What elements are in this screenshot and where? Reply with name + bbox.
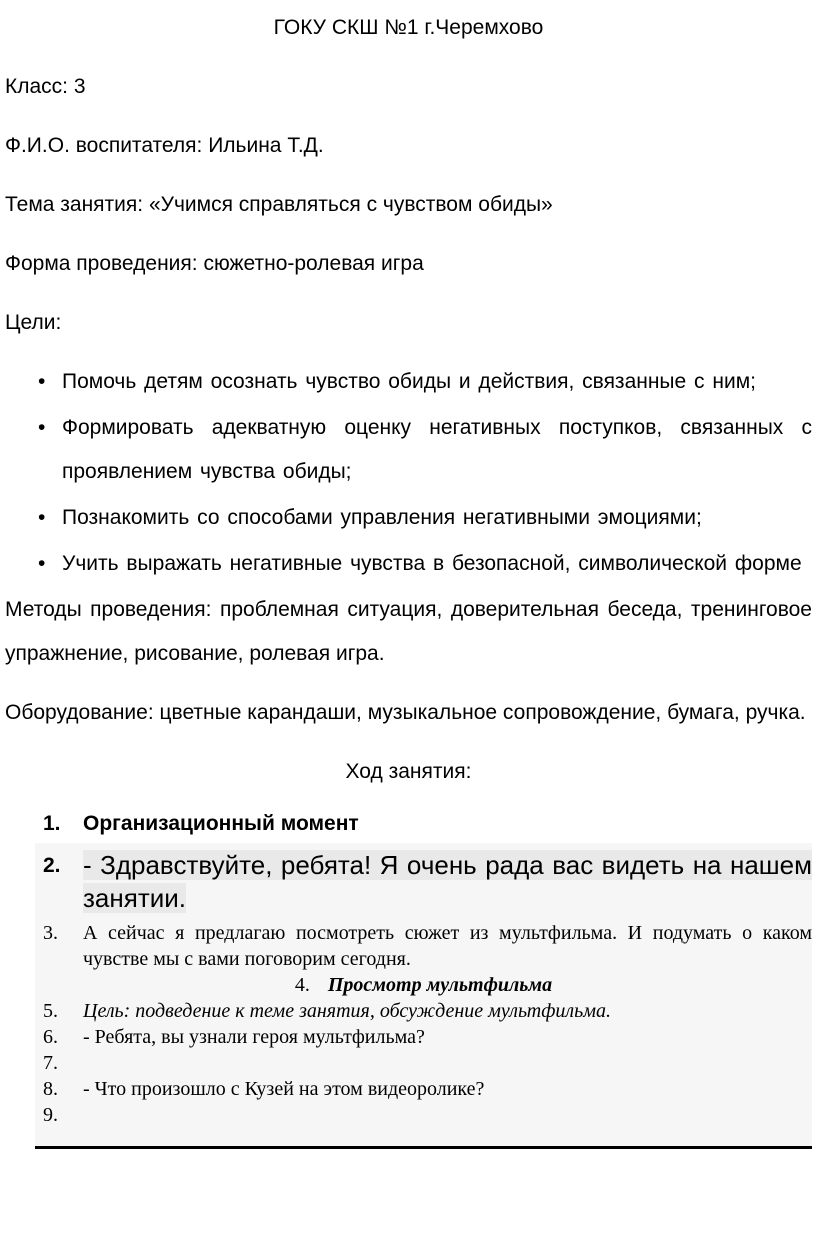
goal-text: Формировать адекватную оценку негативных поступков, связанных с проявлением чувства обиды; xyxy=(62,416,812,483)
step-text: Организационный момент xyxy=(83,812,359,835)
step-number: 3. xyxy=(43,922,58,944)
step-text xyxy=(83,1050,812,1076)
step-text: А сейчас я предлагаю посмотреть сюжет из мультфильма. И подумать о каком чувстве мы с вами поговорим сегодня. xyxy=(83,922,812,970)
highlighted-text: - Здравствуйте, ребята! Я очень рада вас видеть на нашем занятии. xyxy=(83,850,812,913)
step-text xyxy=(83,849,812,915)
step-number: 8. xyxy=(43,1078,58,1100)
goal-text: Учить выражать негативные чувства в безопасной, символической форме xyxy=(62,552,802,575)
class-line: Класс: 3 xyxy=(5,75,86,98)
topic-line: Тема занятия: «Учимся справляться с чувством обиды» xyxy=(5,193,553,216)
step-row xyxy=(35,1050,812,1076)
teacher-line: Ф.И.О. воспитателя: Ильина Т.Д. xyxy=(5,134,324,157)
step-row xyxy=(35,1102,812,1128)
goal-text: Познакомить со способами управления негативными эмоциями; xyxy=(62,506,702,529)
form-line: Форма проведения: сюжетно-ролевая игра xyxy=(5,252,424,275)
step-row xyxy=(35,1024,812,1050)
step-text xyxy=(83,1102,812,1128)
step-text: Цель: подведение к теме занятия, обсуждение мультфильма. xyxy=(83,1000,612,1022)
equipment-line: Оборудование: цветные карандаши, музыкальное сопровождение, бумага, ручка. xyxy=(5,701,806,724)
goal-item xyxy=(5,496,812,540)
step-row xyxy=(35,972,812,998)
bullet-icon: • xyxy=(38,370,46,393)
methods-line: Методы проведения: проблемная ситуация, доверительная беседа, тренинговое упражнение, рисование, ролевая игра. xyxy=(5,598,812,665)
goal-item xyxy=(5,542,812,586)
step-number: 4. xyxy=(294,974,310,996)
bullet-icon: • xyxy=(38,506,46,529)
goals-list xyxy=(5,360,812,586)
step-row xyxy=(35,849,812,915)
step-number: 7. xyxy=(43,1052,58,1074)
goals-label: Цели: xyxy=(5,311,62,334)
step-row xyxy=(35,998,812,1024)
goal-item xyxy=(5,360,812,404)
step-row xyxy=(35,1076,812,1102)
step-text: - Что произошло с Кузей на этом видеоролике? xyxy=(83,1078,485,1100)
step-number: 6. xyxy=(43,1026,58,1048)
step-row xyxy=(35,809,812,839)
step-row xyxy=(35,920,812,972)
goal-text: Помочь детям осознать чувство обиды и действия, связанные с ним; xyxy=(62,370,756,393)
shaded-block xyxy=(35,843,812,1149)
lesson-steps-list xyxy=(35,809,812,1149)
step-text: Просмотр мультфильма xyxy=(327,974,553,996)
step-number: 9. xyxy=(43,1104,58,1126)
step-text: - Ребята, вы узнали героя мультфильма? xyxy=(83,1026,425,1048)
goal-item xyxy=(5,406,812,494)
doc-title: ГОКУ СКШ №1 г.Черемхово xyxy=(273,16,544,39)
step-number: 1. xyxy=(43,812,61,835)
course-heading: Ход занятия: xyxy=(345,760,472,783)
step-number: 2. xyxy=(43,854,61,877)
step-number: 5. xyxy=(43,1000,58,1022)
bullet-icon: • xyxy=(38,552,46,575)
bullet-icon: • xyxy=(38,416,46,439)
